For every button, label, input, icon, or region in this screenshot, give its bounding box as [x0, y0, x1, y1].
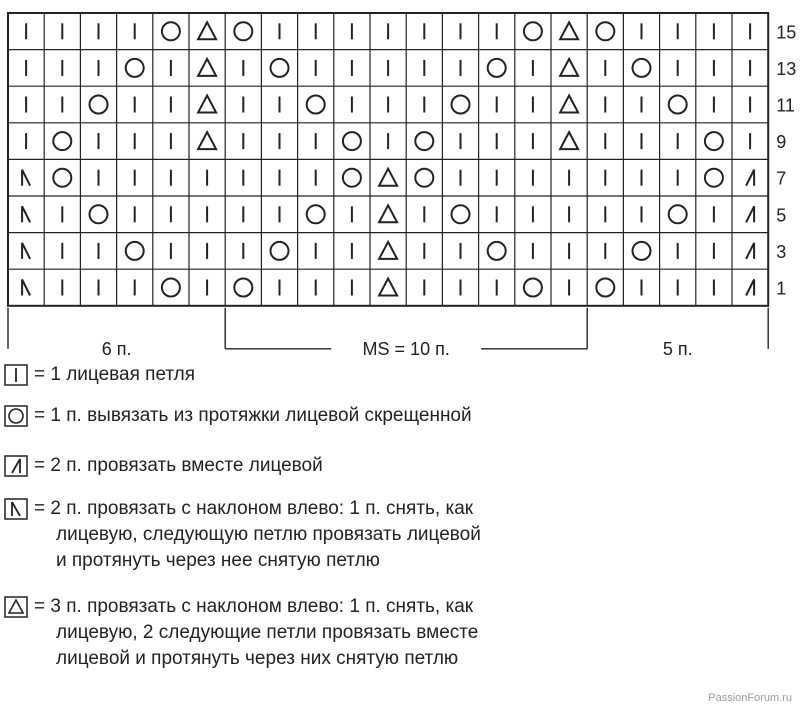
left-decrease-icon — [4, 498, 28, 520]
circle-stitch-icon — [4, 405, 28, 427]
legend-text: лицевую, 2 следующие петли провязать вместе — [56, 622, 479, 643]
legend-text: = 2 п. провязать вместе лицевой — [34, 455, 323, 476]
legend-text: и протянуть через нее снятую петлю — [56, 550, 380, 571]
watermark: PassionForum.ru — [708, 692, 792, 704]
right-decrease-icon — [4, 455, 28, 477]
legend-text: = 1 лицевая петля — [34, 364, 196, 385]
legend-text: = 3 п. провязать с наклоном влево: 1 п. снять, как — [34, 596, 474, 617]
section-label: 5 п. — [662, 338, 693, 359]
row-number-label: 15 — [776, 22, 797, 43]
section-label: 6 п. — [101, 338, 132, 359]
row-number-label: 1 — [776, 278, 787, 299]
row-number-label: 7 — [776, 168, 787, 189]
section-label: MS = 10 п. — [362, 338, 450, 359]
legend-text: = 2 п. провязать с наклоном влево: 1 п. снять, как — [34, 498, 474, 519]
legend-text: лицевой и протянуть через них снятую петлю — [56, 648, 459, 669]
row-number-label: 5 — [776, 205, 787, 226]
legend-text: лицевую, следующую петлю провязать лицевой — [56, 524, 481, 545]
row-number-label: 9 — [776, 132, 787, 153]
row-number-label: 3 — [776, 241, 787, 262]
row-number-label: 11 — [776, 95, 795, 116]
row-number-label: 13 — [776, 58, 797, 79]
legend-text: = 1 п. вывязать из протяжки лицевой скрещенной — [34, 405, 472, 426]
knit-stitch-icon — [4, 364, 28, 386]
triangle-stitch-icon — [4, 596, 28, 618]
